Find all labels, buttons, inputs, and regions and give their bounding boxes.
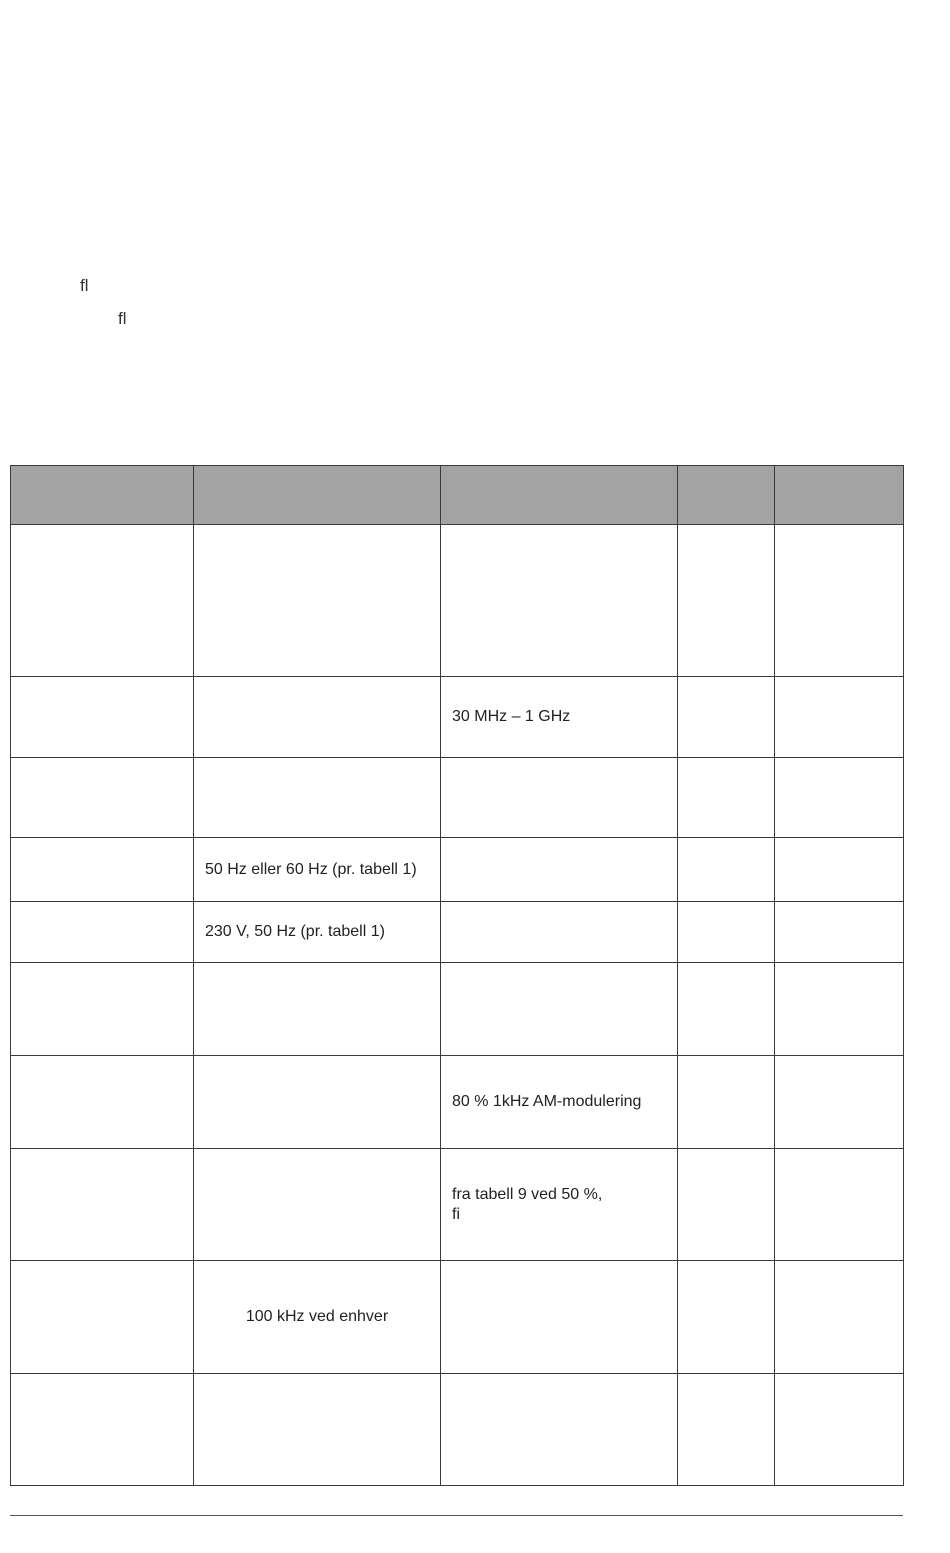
table-cell — [441, 963, 678, 1056]
table-cell — [775, 525, 904, 677]
table-cell — [11, 758, 194, 838]
table-row — [11, 838, 904, 902]
table-cell: 230 V, 50 Hz (pr. tabell 1) — [194, 902, 441, 963]
table-row — [11, 963, 904, 1056]
table-row — [11, 1374, 904, 1486]
header-cell — [678, 466, 775, 525]
table-cell — [678, 677, 775, 758]
table-cell — [678, 1261, 775, 1374]
table-cell — [441, 1374, 678, 1486]
table-cell — [194, 758, 441, 838]
table-cell: 30 MHz – 1 GHz — [441, 677, 678, 758]
table-cell — [678, 902, 775, 963]
table-cell — [441, 838, 678, 902]
table-cell — [11, 963, 194, 1056]
table-cell — [775, 1261, 904, 1374]
table-row — [11, 1056, 904, 1149]
table-cell — [194, 963, 441, 1056]
table-cell — [678, 525, 775, 677]
table-row — [11, 902, 904, 963]
table-cell — [441, 758, 678, 838]
header-cell — [11, 466, 194, 525]
table-cell — [11, 1374, 194, 1486]
table-cell — [11, 1149, 194, 1261]
table-cell — [441, 1149, 678, 1261]
table-row — [11, 758, 904, 838]
table-cell — [678, 1149, 775, 1261]
table-cell — [194, 677, 441, 758]
table-row — [11, 677, 904, 758]
table-cell — [441, 525, 678, 677]
table-cell: 100 kHz ved enhver — [194, 1261, 441, 1374]
table-cell — [678, 1056, 775, 1149]
table-cell — [441, 1261, 678, 1374]
table-cell — [775, 963, 904, 1056]
table-cell: 80 % 1kHz AM-modulering — [441, 1056, 678, 1149]
table-cell: 50 Hz eller 60 Hz (pr. tabell 1) — [194, 838, 441, 902]
table-cell — [11, 838, 194, 902]
table-row — [11, 1261, 904, 1374]
table-cell — [775, 1374, 904, 1486]
table-cell — [775, 902, 904, 963]
header-cell — [441, 466, 678, 525]
footer-divider — [10, 1515, 903, 1516]
table-cell — [194, 1056, 441, 1149]
table-cell — [194, 525, 441, 677]
table-cell — [11, 677, 194, 758]
header-cell — [775, 466, 904, 525]
table-row — [11, 525, 904, 677]
table-cell — [775, 1056, 904, 1149]
table-cell — [11, 1261, 194, 1374]
table-cell — [678, 963, 775, 1056]
table-cell — [11, 525, 194, 677]
table-cell — [194, 1374, 441, 1486]
table-cell — [678, 1374, 775, 1486]
table-cell — [775, 838, 904, 902]
table-cell — [441, 902, 678, 963]
table-cell — [678, 758, 775, 838]
table-cell — [678, 838, 775, 902]
table-header-row — [11, 466, 904, 525]
text-fragment: ﬂ — [80, 276, 89, 295]
header-cell — [194, 466, 441, 525]
table-row — [11, 1149, 904, 1261]
table-cell — [775, 758, 904, 838]
cell-line: ﬁ — [452, 1205, 460, 1223]
cell-line: fra tabell 9 ved 50 %, — [452, 1185, 603, 1203]
table-cell — [194, 1149, 441, 1261]
table-cell — [11, 902, 194, 963]
table-cell — [775, 1149, 904, 1261]
table-cell — [11, 1056, 194, 1149]
table-cell — [775, 677, 904, 758]
text-fragment: ﬂ — [118, 309, 127, 328]
specification-table — [10, 465, 904, 1486]
